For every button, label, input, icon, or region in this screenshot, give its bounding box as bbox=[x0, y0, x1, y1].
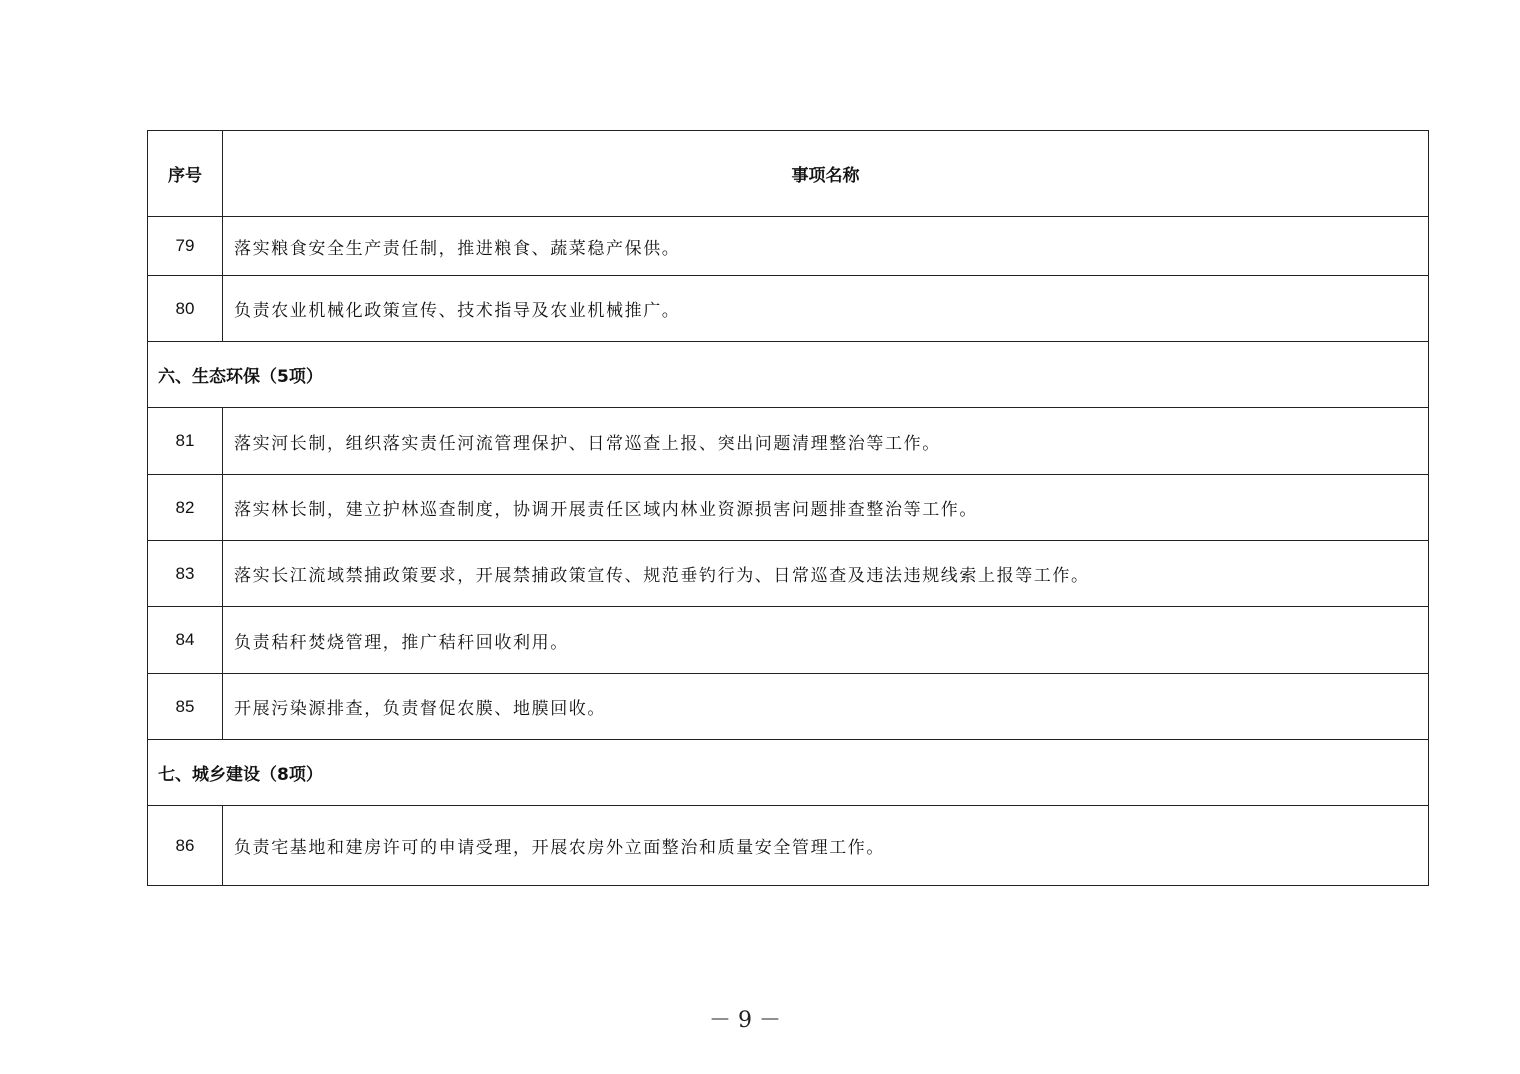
row-number: 82 bbox=[148, 475, 223, 541]
table-row bbox=[148, 408, 1429, 475]
table-row bbox=[148, 276, 1429, 342]
row-matter-name: 负责农业机械化政策宣传、技术指导及农业机械推广。 bbox=[223, 276, 1429, 342]
row-matter-name: 落实河长制，组织落实责任河流管理保护、日常巡查上报、突出问题清理整治等工作。 bbox=[223, 408, 1429, 475]
row-number: 84 bbox=[148, 607, 223, 674]
row-matter-name: 负责秸秆焚烧管理，推广秸秆回收利用。 bbox=[223, 607, 1429, 674]
row-number: 85 bbox=[148, 674, 223, 740]
table-row bbox=[148, 674, 1429, 740]
table-row bbox=[148, 607, 1429, 674]
matters-table bbox=[147, 130, 1429, 886]
row-number: 83 bbox=[148, 541, 223, 607]
section-header-row bbox=[148, 342, 1429, 408]
row-matter-name: 负责宅基地和建房许可的申请受理，开展农房外立面整治和质量安全管理工作。 bbox=[223, 806, 1429, 886]
section-header-row bbox=[148, 740, 1429, 806]
row-number: 80 bbox=[148, 276, 223, 342]
table-row bbox=[148, 217, 1429, 276]
row-matter-name: 落实林长制，建立护林巡查制度，协调开展责任区域内林业资源损害问题排查整治等工作。 bbox=[223, 475, 1429, 541]
table-row bbox=[148, 806, 1429, 886]
row-matter-name: 落实长江流域禁捕政策要求，开展禁捕政策宣传、规范垂钓行为、日常巡查及违法违规线索上报等工作。 bbox=[223, 541, 1429, 607]
row-number: 81 bbox=[148, 408, 223, 475]
header-serial-number: 序号 bbox=[148, 131, 223, 217]
header-matter-name: 事项名称 bbox=[223, 131, 1429, 217]
row-matter-name: 落实粮食安全生产责任制，推进粮食、蔬菜稳产保供。 bbox=[223, 217, 1429, 276]
row-number: 86 bbox=[148, 806, 223, 886]
page-number: － 9 － bbox=[709, 1008, 781, 1033]
row-matter-name: 开展污染源排查，负责督促农膜、地膜回收。 bbox=[223, 674, 1429, 740]
table-row bbox=[148, 541, 1429, 607]
table-row bbox=[148, 475, 1429, 541]
table-header-row bbox=[148, 131, 1429, 217]
section-title: 七、城乡建设（8项） bbox=[148, 740, 1429, 806]
section-title: 六、生态环保（5项） bbox=[148, 342, 1429, 408]
row-number: 79 bbox=[148, 217, 223, 276]
